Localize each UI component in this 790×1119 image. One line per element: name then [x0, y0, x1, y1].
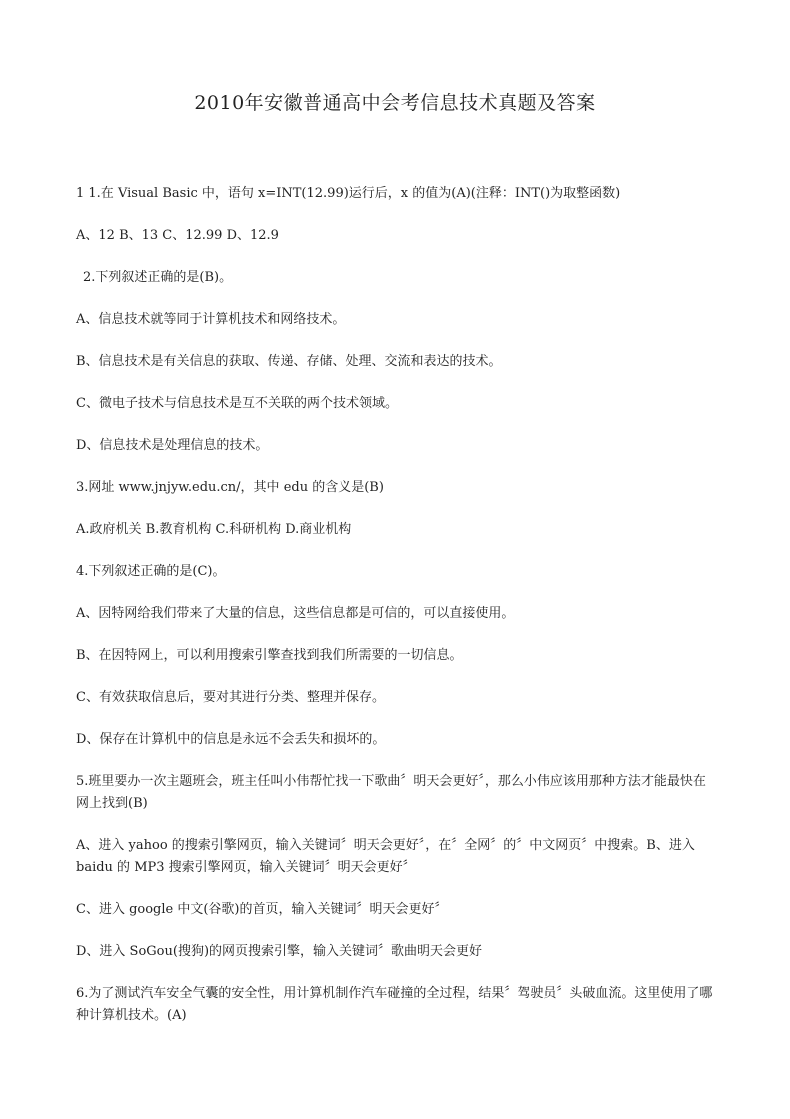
question-4-option-b: B、在因特网上，可以利用搜索引擎查找到我们所需要的一切信息。: [76, 648, 463, 663]
document-title: 2010年安徽普通高中会考信息技术真题及答案: [194, 92, 596, 114]
question-1-options: A、12 B、13 C、12.99 D、12.9: [76, 228, 279, 243]
question-2-option-c: C、微电子技术与信息技术是互不关联的两个技术领域。: [76, 396, 398, 411]
question-5: 5.班里要办一次主题班会，班主任叫小伟帮忙找一下歌曲〞明天会更好〞，那么小伟应该用那种方法才能最快在网上找到(B): [76, 774, 706, 811]
question-4: 4.下列叙述正确的是(C)。: [76, 564, 226, 579]
question-4-option-a: A、因特网给我们带来了大量的信息，这些信息都是可信的，可以直接使用。: [76, 606, 515, 621]
question-2-option-a: A、信息技术就等同于计算机技术和网络技术。: [76, 312, 346, 327]
question-3: 3.网址 www.jnjyw.edu.cn/，其中 edu 的含义是(B): [76, 480, 384, 495]
question-5-option-a-b: A、进入 yahoo 的搜索引擎网页，输入关键词〞明天会更好〞，在〞全网〞的〞中文网页〞中搜索。B、进入 baidu 的 MP3 搜索引擎网页，输入关键词〞明天会更好〞: [76, 838, 695, 875]
question-1: 1 1.在 Visual Basic 中，语句 x=INT(12.99)运行后，x 的值为(A)(注释：INT()为取整函数): [76, 186, 621, 201]
question-2: 2.下列叙述正确的是(B)。: [83, 270, 233, 285]
question-6: 6.为了测试汽车安全气囊的安全性，用计算机制作汽车碰撞的全过程，结果〞驾驶员〞头破血流。这里使用了哪种计算机技术。(A): [76, 986, 713, 1023]
question-5-option-c: C、进入 google 中文(谷歌)的首页，输入关键词〞明天会更好〞: [76, 902, 448, 917]
document-body: [76, 183, 716, 1047]
question-5-option-d: D、进入 SoGou(搜狗)的网页搜索引擎，输入关键词〞歌曲明天会更好: [76, 944, 483, 959]
question-3-options: A.政府机关 B.教育机构 C.科研机构 D.商业机构: [76, 522, 352, 537]
question-4-option-d: D、保存在计算机中的信息是永远不会丢失和损坏的。: [76, 732, 386, 747]
question-4-option-c: C、有效获取信息后，要对其进行分类、整理并保存。: [76, 690, 385, 705]
question-2-option-b: B、信息技术是有关信息的获取、传递、存储、处理、交流和表达的技术。: [76, 354, 502, 369]
question-2-option-d: D、信息技术是处理信息的技术。: [76, 438, 269, 453]
